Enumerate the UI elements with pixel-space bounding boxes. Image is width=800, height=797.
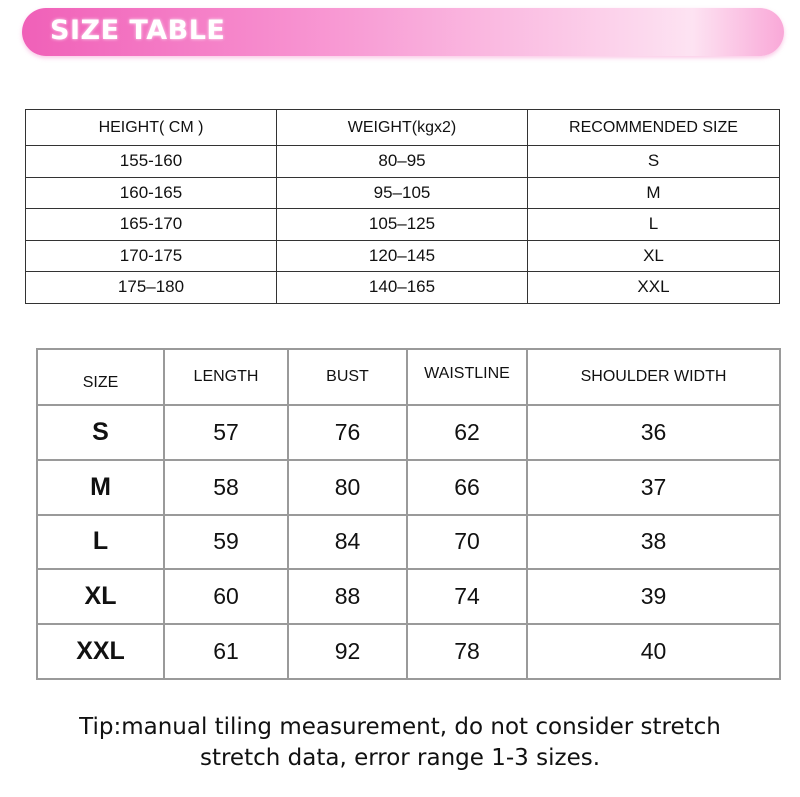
banner-title: SIZE TABLE: [50, 15, 226, 46]
weight-cell: 140–165: [277, 272, 528, 304]
size-cell: XL: [528, 240, 780, 272]
table-row: [26, 272, 780, 304]
title-banner: [22, 8, 784, 56]
tip-line-1: Tip:manual tiling measurement, do not consider stretch: [79, 714, 721, 740]
table-row: [26, 240, 780, 272]
waistline-cell: 74: [407, 569, 527, 624]
shoulder-width-cell: 38: [527, 515, 780, 570]
table-row: [37, 624, 780, 679]
weight-cell: 95–105: [277, 177, 528, 209]
bust-cell: 88: [288, 569, 407, 624]
table-row: [37, 405, 780, 460]
size-cell: L: [528, 209, 780, 241]
length-cell: 59: [164, 515, 288, 570]
size-cell: M: [528, 177, 780, 209]
height-weight-table: [25, 109, 780, 304]
header-shoulder-width: SHOULDER WIDTH: [527, 349, 780, 405]
header-recommended-size: RECOMMENDED SIZE: [528, 110, 780, 146]
shoulder-width-cell: 40: [527, 624, 780, 679]
length-cell: 60: [164, 569, 288, 624]
length-cell: 58: [164, 460, 288, 515]
header-waistline: WAISTLINE: [407, 349, 527, 405]
table-row: [26, 177, 780, 209]
size-cell: S: [528, 146, 780, 178]
table-header-row: [26, 110, 780, 146]
size-cell: S: [37, 405, 164, 460]
measurement-table: [36, 348, 781, 680]
height-cell: 175–180: [26, 272, 277, 304]
height-cell: 155-160: [26, 146, 277, 178]
table-row: [26, 146, 780, 178]
length-cell: 61: [164, 624, 288, 679]
weight-cell: 105–125: [277, 209, 528, 241]
bust-cell: 76: [288, 405, 407, 460]
waistline-cell: 66: [407, 460, 527, 515]
bust-cell: 84: [288, 515, 407, 570]
table-header-row: [37, 349, 780, 405]
length-cell: 57: [164, 405, 288, 460]
size-cell: XXL: [37, 624, 164, 679]
table-row: [37, 569, 780, 624]
header-size: SIZE: [37, 349, 164, 405]
size-cell: L: [37, 515, 164, 570]
size-cell: M: [37, 460, 164, 515]
waistline-cell: 62: [407, 405, 527, 460]
table-row: [26, 209, 780, 241]
shoulder-width-cell: 39: [527, 569, 780, 624]
tip-line-2: stretch data, error range 1-3 sizes.: [199, 745, 601, 771]
table-row: [37, 460, 780, 515]
weight-cell: 120–145: [277, 240, 528, 272]
waistline-cell: 78: [407, 624, 527, 679]
shoulder-width-cell: 36: [527, 405, 780, 460]
height-cell: 165-170: [26, 209, 277, 241]
header-length: LENGTH: [164, 349, 288, 405]
height-cell: 170-175: [26, 240, 277, 272]
height-cell: 160-165: [26, 177, 277, 209]
table-row: [37, 515, 780, 570]
waistline-cell: 70: [407, 515, 527, 570]
size-cell: XL: [37, 569, 164, 624]
header-weight: WEIGHT(kgx2): [277, 110, 528, 146]
shoulder-width-cell: 37: [527, 460, 780, 515]
header-height: HEIGHT( CM ): [26, 110, 277, 146]
weight-cell: 80–95: [277, 146, 528, 178]
measurement-tip: [0, 712, 800, 774]
bust-cell: 92: [288, 624, 407, 679]
bust-cell: 80: [288, 460, 407, 515]
header-bust: BUST: [288, 349, 407, 405]
size-cell: XXL: [528, 272, 780, 304]
